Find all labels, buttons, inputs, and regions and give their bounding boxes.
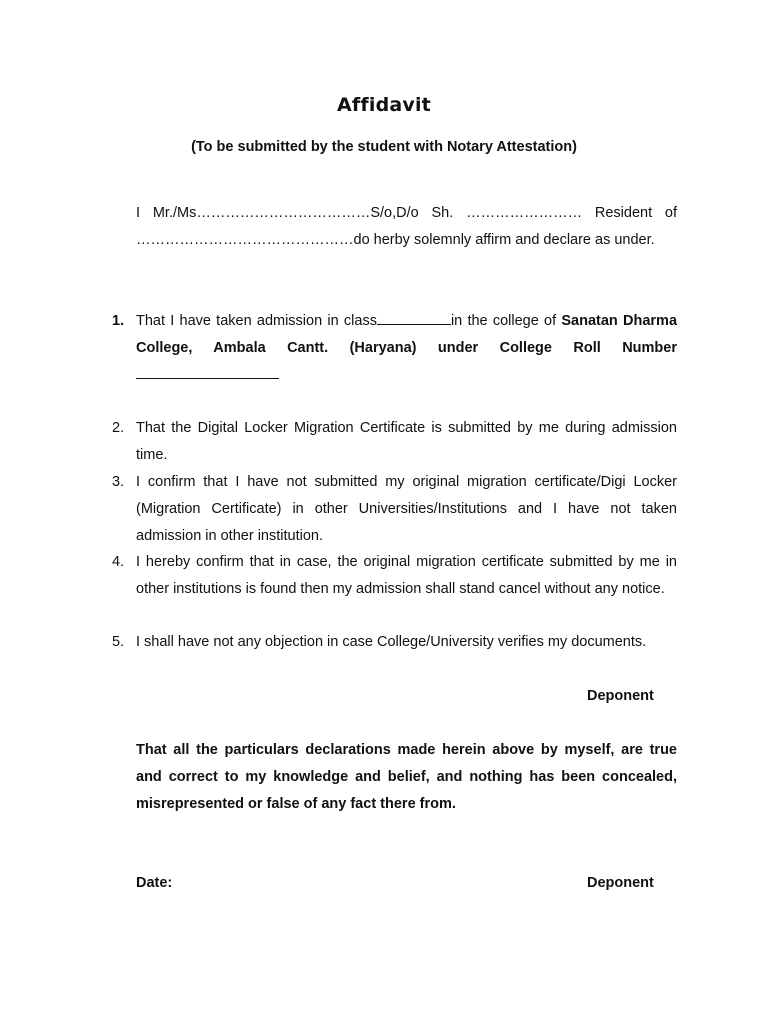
college-name: Sanatan Dharma College, Ambala Cantt. (Haryana) under College Roll Number: [136, 313, 678, 356]
item-5-text: I shall have not any objection in case College/University verifies my documents.: [136, 634, 647, 650]
item-number-1: 1.: [112, 313, 125, 329]
roll-number-blank: [136, 363, 279, 379]
date-label: Date:: [136, 875, 173, 891]
item-1-middle: in the college of: [450, 313, 557, 329]
item-2-text: That the Digital Locker Migration Certificate is submitted by me during admission time.: [136, 420, 677, 463]
deponent-label-1: Deponent: [587, 688, 654, 704]
deponent-label-2: Deponent: [587, 875, 654, 891]
item-number-5: 5.: [112, 634, 125, 650]
item-1-text: [136, 308, 677, 388]
intro-paragraph: I Mr./Ms………………………………S/o,D/o Sh. …………………… Resident of ………………………………………do herby solemnly affirm and declare as under.: [136, 205, 677, 248]
item-1-before: That I have taken admission in class: [136, 313, 377, 329]
item-4-text: I hereby confirm that in case, the original migration certificate submitted by me in other institutions is found then my admission shall stand cancel without any notice.: [136, 554, 677, 597]
item-number-2: 2.: [112, 420, 125, 436]
verification-paragraph: That all the particulars declarations made herein above by myself, are true and correct to my knowledge and belief, and nothing has been concealed, misrepresented or false of any fact there from.: [136, 742, 677, 812]
class-blank: [377, 309, 451, 325]
item-3-text: I confirm that I have not submitted my original migration certificate/Digi Locker (Migration Certificate) in other Universities/Institutions and I have not taken admission in other institution.: [136, 474, 677, 544]
document-subtitle: (To be submitted by the student with Notary Attestation): [191, 139, 577, 155]
document-title: Affidavit: [337, 94, 431, 116]
item-number-3: 3.: [112, 474, 125, 490]
item-number-4: 4.: [112, 554, 125, 570]
